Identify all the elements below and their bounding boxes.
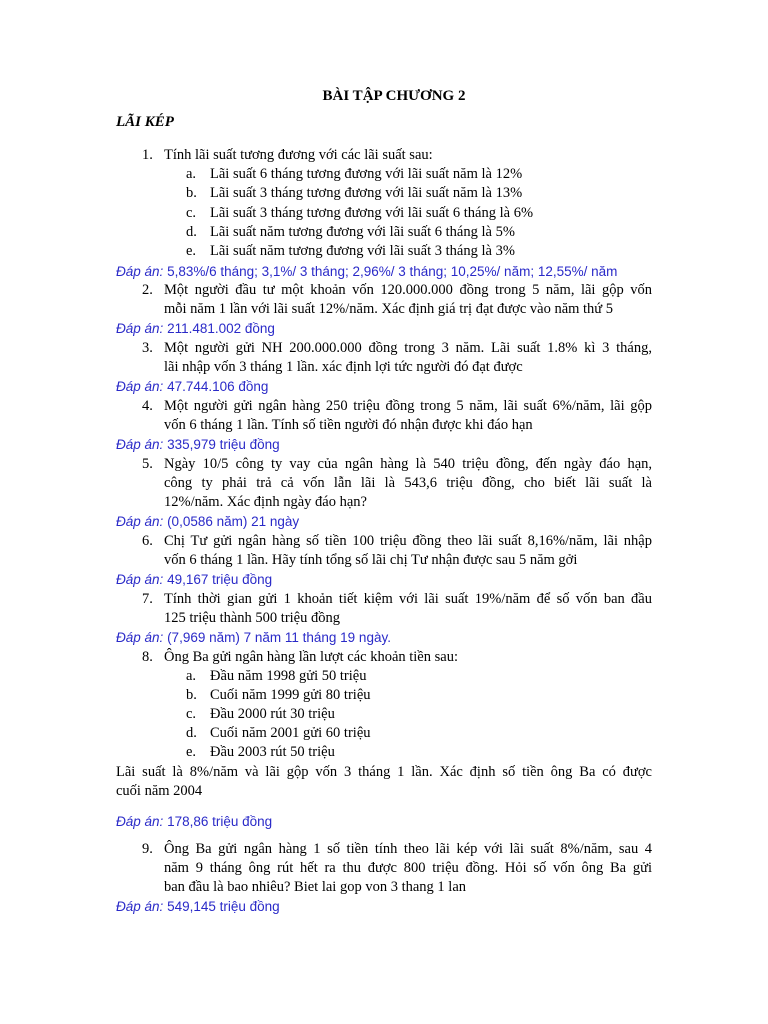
- question-7-line-1: Tính thời gian gửi 1 khoản tiết kiệm với lãi suất 19%/năm để số vốn ban đầu: [164, 591, 652, 607]
- question-6-line-1: Chị Tư gửi ngân hàng số tiền 100 triệu đồng theo lãi suất 8,16%/năm, lãi nhập: [164, 533, 652, 549]
- question-8-item-b-label: b.: [186, 687, 197, 703]
- question-8-item-d-label: d.: [186, 725, 197, 741]
- answer-value: 211.481.002 đồng: [167, 321, 275, 336]
- question-1-item-b: Lãi suất 3 tháng tương đương với lãi suất năm là 13%: [210, 185, 523, 201]
- answer-label: Đáp án:: [116, 572, 164, 587]
- answer-value: 47.744.106 đồng: [167, 379, 269, 394]
- answer-value: (0,0586 năm) 21 ngày: [167, 514, 300, 529]
- question-1-item-c: Lãi suất 3 tháng tương đương với lãi suất 6 tháng là 6%: [210, 205, 534, 221]
- answer-value: 49,167 triệu đồng: [167, 572, 273, 587]
- answer-label: Đáp án:: [116, 264, 164, 279]
- question-9-line-3: ban đầu là bao nhiêu? Biet lai gop von 3 thang 1 lan: [164, 879, 467, 895]
- question-9-number: 9.: [142, 841, 153, 857]
- question-8-item-c: Đầu 2000 rút 30 triệu: [210, 706, 335, 722]
- question-2-answer: [116, 319, 275, 338]
- section-heading: LÃI KÉP: [116, 114, 174, 130]
- question-8-number: 8.: [142, 649, 153, 665]
- question-4-line-2: vốn 6 tháng 1 lần. Tính số tiền người đó nhận được khi đáo hạn: [164, 417, 533, 433]
- question-2-line-2: mỗi năm 1 lần với lãi suất 12%/năm. Xác định giá trị đạt được vào năm thứ 5: [164, 301, 614, 317]
- answer-value: 549,145 triệu đồng: [167, 899, 280, 914]
- question-8-item-e: Đầu 2003 rút 50 triệu: [210, 744, 335, 760]
- question-8-line-1: Lãi suất là 8%/năm và lãi gộp vốn 3 tháng 1 lần. Xác định số tiền ông Ba có được: [116, 764, 652, 780]
- question-3-number: 3.: [142, 340, 153, 356]
- question-9-answer: [116, 897, 280, 916]
- question-7-number: 7.: [142, 591, 153, 607]
- question-8-answer: [116, 812, 272, 831]
- question-6-number: 6.: [142, 533, 153, 549]
- question-7-answer: [116, 628, 391, 647]
- answer-value: 335,979 triệu đồng: [167, 437, 280, 452]
- question-5-line-2: công ty phải trả cả vốn lẫn lãi là 543,6 triệu đồng, cho biết lãi suất là: [164, 475, 652, 491]
- question-1-item-d-label: d.: [186, 224, 197, 240]
- answer-label: Đáp án:: [116, 514, 164, 529]
- question-9-line-2: năm 9 tháng ông rút hết ra thu được 800 triệu đồng. Hỏi số vốn ông Ba gửi: [164, 860, 652, 876]
- answer-label: Đáp án:: [116, 437, 164, 452]
- answer-label: Đáp án:: [116, 321, 164, 336]
- question-5-answer: [116, 512, 299, 531]
- question-1-item-e-label: e.: [186, 243, 197, 259]
- question-8-item-e-label: e.: [186, 744, 197, 760]
- question-9-line-1: Ông Ba gửi ngân hàng 1 số tiền tính theo lãi kép với lãi suất 8%/năm, sau 4: [164, 841, 652, 857]
- question-4-line-1: Một người gửi ngân hàng 250 triệu đồng trong 5 năm, lãi suất 6%/năm, lãi gộp: [164, 398, 652, 414]
- question-2-line-1: Một người đầu tư một khoản vốn 120.000.000 đồng trong 5 năm, lãi gộp vốn: [164, 282, 652, 298]
- question-1-item-a-label: a.: [186, 166, 197, 182]
- question-8-item-a: Đầu năm 1998 gửi 50 triệu: [210, 668, 367, 684]
- answer-label: Đáp án:: [116, 814, 164, 829]
- question-6-line-2: vốn 6 tháng 1 lần. Hãy tính tổng số lãi chị Tư nhận được sau 5 năm gởi: [164, 552, 578, 568]
- question-1-item-c-label: c.: [186, 205, 197, 221]
- question-1-answer: [116, 262, 617, 281]
- question-3-line-1: Một người gửi NH 200.000.000 đồng trong 3 năm. Lãi suất 1.8% kì 3 tháng,: [164, 340, 652, 356]
- question-8-line-2: cuối năm 2004: [116, 783, 203, 799]
- question-2-number: 2.: [142, 282, 153, 298]
- answer-label: Đáp án:: [116, 379, 164, 394]
- question-1-item-b-label: b.: [186, 185, 197, 201]
- question-1-item-d: Lãi suất năm tương đương với lãi suất 6 tháng là 5%: [210, 224, 515, 240]
- question-6-answer: [116, 570, 272, 589]
- question-3-line-2: lãi nhập vốn 3 tháng 1 lần. xác định lợi tức người đó đạt được: [164, 359, 523, 375]
- question-8-item-a-label: a.: [186, 668, 197, 684]
- question-8-item-d: Cuối năm 2001 gửi 60 triệu: [210, 725, 371, 741]
- question-1-text: Tính lãi suất tương đương với các lãi suất sau:: [164, 147, 433, 163]
- question-1-item-a: Lãi suất 6 tháng tương đương với lãi suất năm là 12%: [210, 166, 523, 182]
- question-4-answer: [116, 435, 280, 454]
- question-7-line-2: 125 triệu thành 500 triệu đồng: [164, 610, 340, 626]
- question-3-answer: [116, 377, 268, 396]
- answer-value: 178,86 triệu đồng: [167, 814, 273, 829]
- answer-label: Đáp án:: [116, 630, 164, 645]
- answer-value: 5,83%/6 tháng; 3,1%/ 3 tháng; 2,96%/ 3 tháng; 10,25%/ năm; 12,55%/ năm: [167, 264, 618, 279]
- answer-value: (7,969 năm) 7 năm 11 tháng 19 ngày.: [167, 630, 391, 645]
- question-8-text: Ông Ba gửi ngân hàng lần lượt các khoản tiền sau:: [164, 649, 458, 665]
- question-8-item-b: Cuối năm 1999 gửi 80 triệu: [210, 687, 371, 703]
- question-1-item-e: Lãi suất năm tương đương với lãi suất 3 tháng là 3%: [210, 243, 515, 259]
- question-5-line-3: 12%/năm. Xác định ngày đáo hạn?: [164, 494, 367, 510]
- answer-label: Đáp án:: [116, 899, 164, 914]
- question-5-line-1: Ngày 10/5 công ty vay của ngân hàng là 540 triệu đồng, đến ngày đáo hạn,: [164, 456, 652, 472]
- question-4-number: 4.: [142, 398, 153, 414]
- question-1-number: 1.: [142, 147, 153, 163]
- page-title: BÀI TẬP CHƯƠNG 2: [322, 88, 466, 104]
- question-8-item-c-label: c.: [186, 706, 197, 722]
- question-5-number: 5.: [142, 456, 153, 472]
